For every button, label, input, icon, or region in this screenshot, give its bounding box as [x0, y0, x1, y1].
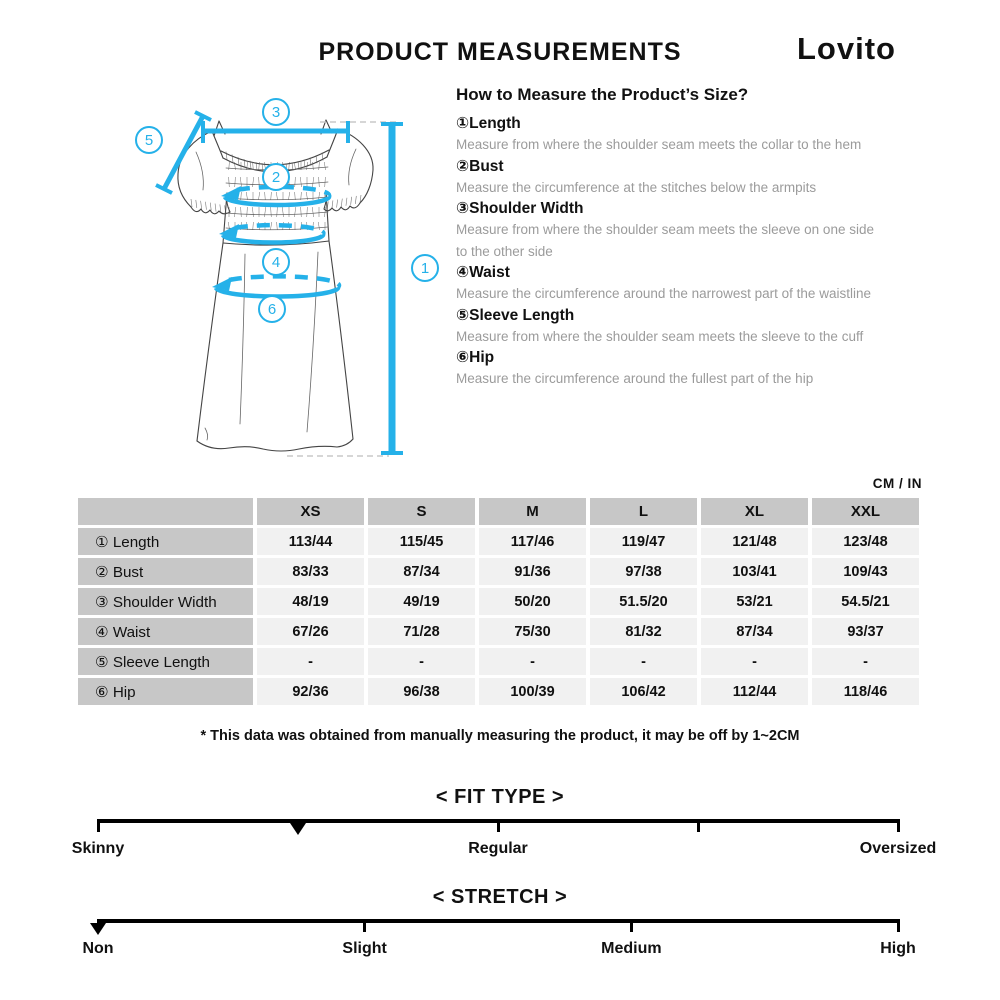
scale-tick	[897, 819, 900, 832]
table-value-cell: 113/44	[257, 528, 364, 555]
scale-label: High	[880, 940, 916, 957]
table-value-cell: -	[701, 648, 808, 675]
stretch-labels	[0, 940, 1000, 962]
size-table	[78, 498, 919, 705]
table-row-label: ① Length	[78, 528, 253, 555]
scale-label: Skinny	[71, 840, 125, 857]
table-row-label: ⑥ Hip	[78, 678, 253, 705]
table-value-cell: 117/46	[479, 528, 586, 555]
guide-item-desc: Measure the circumference at the stitches below the armpits	[456, 179, 817, 195]
table-value-cell: 51.5/20	[590, 588, 697, 615]
guide-item-title: ①Length	[456, 115, 521, 132]
table-row-label: ⑤ Sleeve Length	[78, 648, 253, 675]
stretch-track	[98, 919, 898, 923]
scale-tick	[363, 919, 366, 932]
scale-label: Regular	[468, 840, 528, 857]
scale-marker-icon	[290, 823, 306, 835]
table-value-cell: 93/37	[812, 618, 919, 645]
stretch-scale	[0, 886, 1000, 986]
guide-heading: How to Measure the Product’s Size?	[456, 85, 749, 104]
footnote: * This data was obtained from manually measuring the product, it may be off by 1~2CM	[200, 728, 800, 744]
table-value-cell: -	[590, 648, 697, 675]
table-row-label: ② Bust	[78, 558, 253, 585]
guide-item	[456, 198, 876, 262]
scale-label: Slight	[342, 940, 387, 957]
guide-item-desc: Measure from where the shoulder seam meets the sleeve on one side to the other side	[456, 222, 874, 259]
unit-label: CM / IN	[872, 476, 922, 491]
guide-item	[456, 113, 876, 156]
scale-label: Non	[82, 940, 114, 957]
table-value-cell: 75/30	[479, 618, 586, 645]
table-value-cell: 67/26	[257, 618, 364, 645]
marker-6-label: 6	[267, 301, 277, 318]
table-value-cell: 71/28	[368, 618, 475, 645]
stretch-title: < STRETCH >	[432, 886, 568, 908]
table-value-cell: 121/48	[701, 528, 808, 555]
fit-type-labels	[0, 840, 1000, 862]
table-value-cell: 115/45	[368, 528, 475, 555]
guide-item-title: ⑤Sleeve Length	[456, 306, 575, 324]
fit-type-track	[98, 819, 898, 823]
scale-label: Medium	[601, 940, 662, 957]
fit-type-title: < FIT TYPE >	[435, 786, 565, 808]
table-value-cell: 81/32	[590, 618, 697, 645]
scale-tick	[697, 819, 700, 832]
table-header-cell: XL	[701, 498, 808, 525]
table-value-cell: -	[812, 648, 919, 675]
marker-5-label: 5	[144, 132, 154, 149]
guide-item-title: ④Waist	[456, 264, 510, 281]
brand-logo: Lovito	[797, 31, 896, 66]
table-value-cell: 118/46	[812, 678, 919, 705]
table-row-label: ④ Waist	[78, 618, 253, 645]
table-value-cell: 53/21	[701, 588, 808, 615]
table-header-cell: S	[368, 498, 475, 525]
marker-3	[263, 99, 289, 125]
marker-2-label: 2	[271, 169, 281, 186]
table-value-cell: 50/20	[479, 588, 586, 615]
table-header-cell: M	[479, 498, 586, 525]
scale-tick	[97, 819, 100, 832]
table-value-cell: 96/38	[368, 678, 475, 705]
guide-item	[456, 156, 876, 199]
scale-tick	[630, 919, 633, 932]
guide-item	[456, 262, 876, 305]
table-value-cell: 97/38	[590, 558, 697, 585]
marker-1-label: 1	[420, 260, 430, 277]
scale-marker-icon	[90, 923, 106, 935]
guide-item-desc: Measure the circumference around the fullest part of the hip	[456, 371, 814, 386]
table-value-cell: 106/42	[590, 678, 697, 705]
table-value-cell: 123/48	[812, 528, 919, 555]
marker-2	[263, 164, 289, 190]
guide-item-desc: Measure from where the shoulder seam meets the collar to the hem	[456, 137, 862, 152]
scale-tick	[497, 819, 500, 832]
table-value-cell: 49/19	[368, 588, 475, 615]
table-value-cell: -	[368, 648, 475, 675]
table-header-cell: L	[590, 498, 697, 525]
marker-4-label: 4	[271, 254, 281, 271]
measure-guide	[456, 84, 876, 390]
table-value-cell: -	[479, 648, 586, 675]
page-title: PRODUCT MEASUREMENTS	[318, 38, 682, 66]
table-value-cell: 87/34	[368, 558, 475, 585]
table-corner-cell	[78, 498, 253, 525]
fit-type-scale	[0, 786, 1000, 886]
table-value-cell: 119/47	[590, 528, 697, 555]
table-value-cell: 92/36	[257, 678, 364, 705]
marker-5	[136, 127, 162, 153]
table-value-cell: -	[257, 648, 364, 675]
guide-item-desc: Measure the circumference around the narrowest part of the waistline	[456, 286, 871, 301]
table-value-cell: 112/44	[701, 678, 808, 705]
marker-4	[263, 249, 289, 275]
marker-1	[412, 255, 438, 281]
measurement-annotations	[136, 99, 438, 456]
guide-item-title: ⑥Hip	[456, 349, 495, 366]
table-value-cell: 54.5/21	[812, 588, 919, 615]
table-value-cell: 91/36	[479, 558, 586, 585]
table-value-cell: 48/19	[257, 588, 364, 615]
dress-measurement-diagram	[130, 95, 450, 470]
table-value-cell: 103/41	[701, 558, 808, 585]
guide-item-desc: Measure from where the shoulder seam meets the sleeve to the cuff	[456, 328, 864, 344]
guide-item-title: ②Bust	[456, 157, 504, 175]
table-value-cell: 87/34	[701, 618, 808, 645]
table-row-label: ③ Shoulder Width	[78, 588, 253, 615]
scale-tick	[897, 919, 900, 932]
table-value-cell: 109/43	[812, 558, 919, 585]
guide-item	[456, 305, 876, 348]
scale-label: Oversized	[859, 840, 937, 857]
guide-item	[456, 347, 876, 390]
table-value-cell: 100/39	[479, 678, 586, 705]
table-value-cell: 83/33	[257, 558, 364, 585]
table-header-cell: XXL	[812, 498, 919, 525]
guide-item-title: ③Shoulder Width	[456, 200, 584, 217]
marker-6	[259, 296, 285, 322]
measure-guide-list	[456, 113, 876, 390]
table-header-cell: XS	[257, 498, 364, 525]
marker-3-label: 3	[271, 104, 281, 121]
